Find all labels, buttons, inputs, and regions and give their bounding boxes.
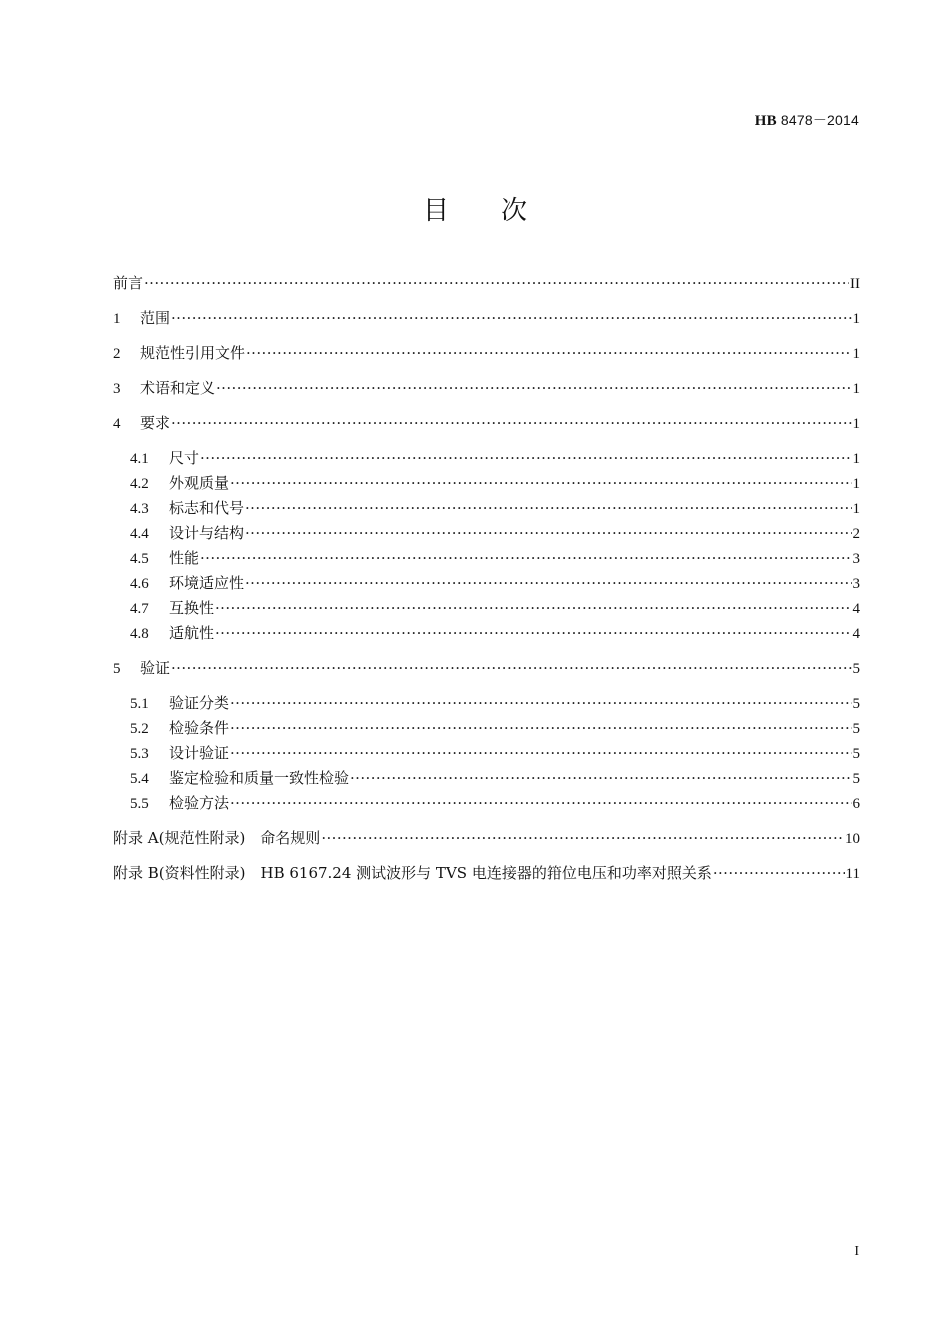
toc-entry-title: 验证分类 (169, 694, 230, 712)
toc-entry-page: 3 (852, 576, 860, 592)
toc-entry-title: 环境适应性 (169, 574, 245, 592)
dot-leader (246, 342, 851, 364)
toc-entry-number: 1 (113, 311, 121, 327)
toc-entry-appendix-a[interactable] (113, 827, 860, 849)
dot-leader (245, 572, 851, 594)
toc-entry-title: 外观质量 (169, 474, 230, 492)
toc-entry-5-4[interactable] (130, 767, 860, 789)
toc-entry-number: 5.1 (130, 696, 149, 712)
toc-entry-title: 范围 (140, 309, 171, 327)
toc-entry-title: 要求 (140, 414, 171, 432)
standard-number: 8478－2014 (776, 112, 859, 128)
standard-prefix: HB (754, 113, 777, 129)
toc-entry-number: 4.5 (130, 551, 149, 567)
dot-leader (171, 412, 851, 434)
page-number: I (854, 1244, 859, 1259)
dot-leader (171, 307, 851, 329)
toc-entry-title: 互换性 (169, 599, 215, 617)
toc-entry-4-3[interactable] (130, 497, 860, 519)
toc-entry-page: II (850, 276, 860, 292)
toc-entry-title: 前言 (113, 274, 144, 292)
toc-entry-number: 4.6 (130, 576, 149, 592)
dot-leader (230, 472, 851, 494)
dot-leader (230, 692, 851, 714)
toc-entry-1[interactable] (113, 307, 860, 329)
toc-entry-title: 附录 B(资料性附录) HB 6167.24 测试波形与 TVS 电连接器的箝位电压和功率对照关系 (113, 864, 712, 882)
dot-leader (200, 547, 851, 569)
toc-entry-5-3[interactable] (130, 742, 860, 764)
dot-leader (230, 792, 851, 814)
toc-entry-page: 5 (852, 746, 860, 762)
dot-leader (230, 717, 851, 739)
toc-entry-number: 5.2 (130, 721, 149, 737)
dot-leader (171, 657, 851, 679)
toc-entry-page: 5 (852, 696, 860, 712)
toc-entry-2[interactable] (113, 342, 860, 364)
toc-entry-page: 1 (852, 346, 860, 362)
dot-leader (215, 622, 851, 644)
toc-entry-page: 5 (852, 771, 860, 787)
toc-entry-page: 1 (852, 381, 860, 397)
toc-entry-title: 性能 (169, 549, 200, 567)
toc-entry-title: 适航性 (169, 624, 215, 642)
toc-entry-4[interactable] (113, 412, 860, 434)
toc-entry-page: 4 (852, 626, 860, 642)
toc-entry-number: 4.4 (130, 526, 149, 542)
standard-code (755, 110, 859, 130)
toc-entry-4-1[interactable] (130, 447, 860, 469)
toc-entry-page: 1 (852, 476, 860, 492)
toc-entry-page: 1 (852, 501, 860, 517)
dot-leader (216, 377, 851, 399)
toc-entry-page: 10 (845, 831, 860, 847)
toc-entry-4-6[interactable] (130, 572, 860, 594)
toc-entry-number: 4.8 (130, 626, 149, 642)
toc-entry-title: 检验条件 (169, 719, 230, 737)
dot-leader (713, 862, 845, 884)
toc-entry-number: 5.4 (130, 771, 149, 787)
toc-entry-foreword[interactable] (113, 272, 860, 294)
toc-entry-4-4[interactable] (130, 522, 860, 544)
toc-entry-4-8[interactable] (130, 622, 860, 644)
toc-entry-title: 规范性引用文件 (140, 344, 246, 362)
toc-entry-title: 设计验证 (169, 744, 230, 762)
toc-entry-number: 4.1 (130, 451, 149, 467)
toc-entry-page: 1 (852, 451, 860, 467)
page-title: 目次 (422, 196, 579, 226)
dot-leader (144, 272, 849, 294)
toc-entry-4-5[interactable] (130, 547, 860, 569)
toc-entry-number: 2 (113, 346, 121, 362)
toc-entry-page: 1 (852, 311, 860, 327)
toc-entry-title: 标志和代号 (169, 499, 245, 517)
toc-entry-5-2[interactable] (130, 717, 860, 739)
dot-leader (245, 497, 851, 519)
toc-entry-page: 1 (852, 416, 860, 432)
dot-leader (321, 827, 844, 849)
toc-entry-appendix-b[interactable] (113, 862, 860, 884)
toc-entry-title: 验证 (140, 659, 171, 677)
toc-entry-4-7[interactable] (130, 597, 860, 619)
toc-entry-title: 术语和定义 (140, 379, 216, 397)
dot-leader (230, 742, 851, 764)
toc-entry-title: 鉴定检验和质量一致性检验 (169, 769, 350, 787)
toc-entry-page: 6 (852, 796, 860, 812)
toc-entry-page: 3 (852, 551, 860, 567)
toc-entry-number: 4.3 (130, 501, 149, 517)
toc-entry-title: 设计与结构 (169, 524, 245, 542)
toc-entry-page: 11 (845, 866, 860, 882)
toc-entry-number: 5 (113, 661, 121, 677)
toc-entry-number: 4 (113, 416, 121, 432)
toc-entry-5-1[interactable] (130, 692, 860, 714)
toc-entry-number: 3 (113, 381, 121, 397)
toc-entry-5-5[interactable] (130, 792, 860, 814)
dot-leader (200, 447, 851, 469)
toc-entry-number: 5.3 (130, 746, 149, 762)
dot-leader (245, 522, 851, 544)
toc-entry-number: 5.5 (130, 796, 149, 812)
toc-entry-number: 4.7 (130, 601, 149, 617)
toc-entry-4-2[interactable] (130, 472, 860, 494)
toc-entry-page: 4 (852, 601, 860, 617)
toc-entry-page: 5 (852, 721, 860, 737)
toc-entry-3[interactable] (113, 377, 860, 399)
toc-entry-number: 4.2 (130, 476, 149, 492)
toc-entry-title: 附录 A(规范性附录) 命名规则 (113, 829, 321, 847)
dot-leader (215, 597, 851, 619)
dot-leader (350, 767, 851, 789)
toc-entry-title: 检验方法 (169, 794, 230, 812)
toc-entry-5[interactable] (113, 657, 860, 679)
toc-entry-page: 5 (852, 661, 860, 677)
toc-entry-title: 尺寸 (169, 449, 200, 467)
toc-entry-page: 2 (852, 526, 860, 542)
